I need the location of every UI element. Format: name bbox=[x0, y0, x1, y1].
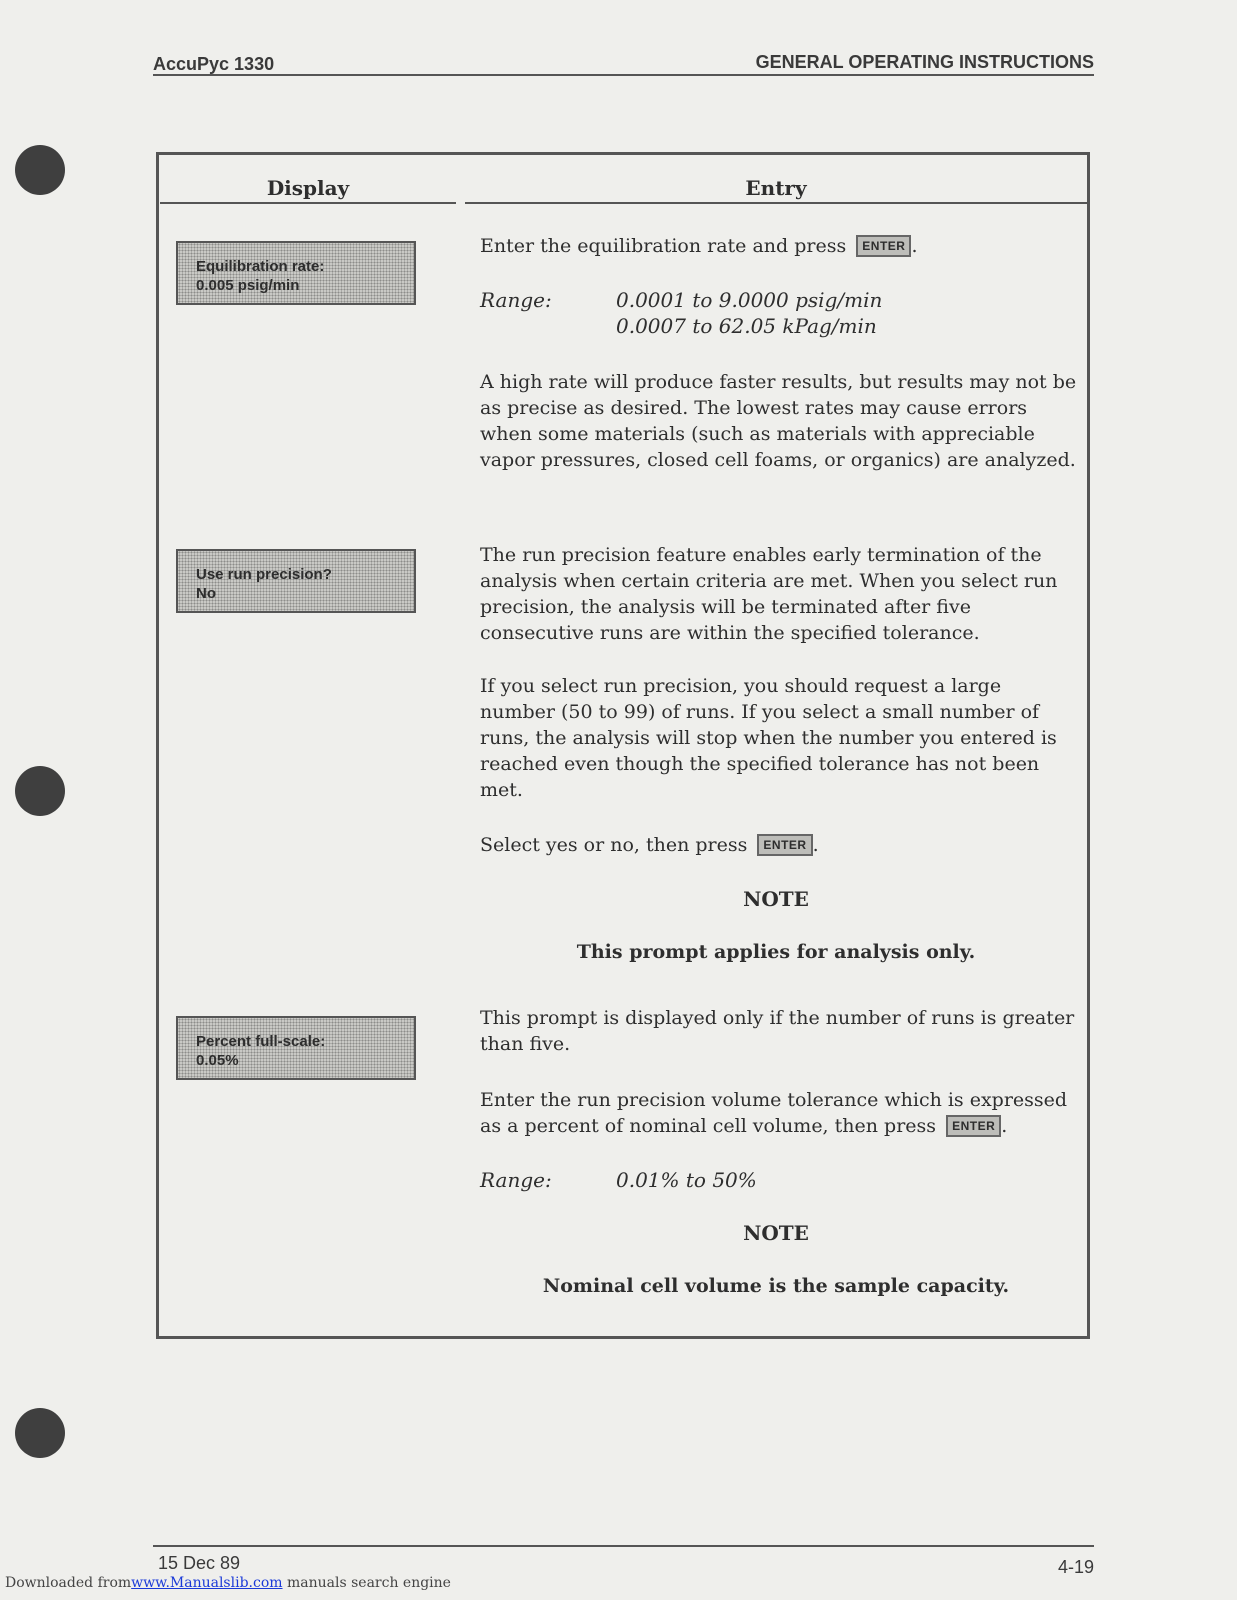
binder-hole-icon bbox=[15, 766, 65, 816]
entry-paragraph: If you select run precision, you should request a large number (50 to 99) of runs. If you select a small number of runs, the analysis will stop when the number you entered is reached even though the specified tolerance has not been met. bbox=[480, 675, 1057, 801]
range-value: 0.0001 to 9.0000 psig/min 0.0007 to 62.05 kPag/min bbox=[616, 288, 883, 338]
header-product: AccuPyc 1330 bbox=[153, 54, 275, 74]
header-section-title: GENERAL OPERATING INSTRUCTIONS bbox=[755, 52, 1094, 72]
note-text: This prompt applies for analysis only. bbox=[576, 941, 976, 963]
binder-hole-icon bbox=[15, 1408, 65, 1458]
range-value: 0.01% to 50% bbox=[616, 1168, 757, 1192]
display-column-heading: Display bbox=[266, 176, 350, 200]
note-text: Nominal cell volume is the sample capacity. bbox=[542, 1275, 1010, 1297]
lcd-line: 0.005 psig/min bbox=[196, 277, 300, 294]
note-heading: NOTE bbox=[743, 1221, 809, 1245]
range-label: Range: bbox=[480, 288, 552, 312]
lcd-display-percent-full-scale bbox=[176, 1016, 416, 1080]
entry-paragraph: Enter the equilibration rate and press ENTER . bbox=[480, 235, 918, 257]
header-rule bbox=[153, 74, 1094, 76]
lcd-line: No bbox=[196, 585, 216, 602]
lcd-line: Percent full-scale: bbox=[196, 1033, 326, 1050]
entry-paragraph: A high rate will produce faster results, but results may not be as precise as desired. The lowest rates may cause errors when some materials (such as materials with appreciable vapor pressures, closed cell foams, or organics) are analyzed. bbox=[480, 371, 1077, 471]
range-label: Range: bbox=[480, 1168, 552, 1192]
lcd-line: Use run precision? bbox=[196, 566, 332, 583]
enter-key-icon: ENTER bbox=[946, 1115, 1001, 1137]
display-heading-rule bbox=[160, 202, 456, 204]
lcd-display-equilibration-rate bbox=[176, 241, 416, 305]
note-heading: NOTE bbox=[743, 887, 809, 911]
entry-paragraph: The run precision feature enables early termination of the analysis when certain criteria are met. When you select run precision, the analysis will be terminated after five consecutive runs are within the specified tolerance. bbox=[480, 544, 1058, 644]
footer-rule bbox=[153, 1545, 1094, 1547]
entry-heading-rule bbox=[465, 202, 1087, 204]
lcd-line: 0.05% bbox=[196, 1052, 239, 1069]
entry-paragraph: This prompt is displayed only if the number of runs is greater than five. bbox=[480, 1007, 1075, 1055]
enter-key-icon: ENTER bbox=[856, 235, 911, 257]
binder-hole-icon bbox=[15, 145, 65, 195]
page-number: 4-19 bbox=[1057, 1557, 1094, 1577]
entry-paragraph: Select yes or no, then press ENTER . bbox=[480, 834, 819, 856]
entry-paragraph: Enter the run precision volume tolerance which is expressed as a percent of nominal cell volume, then press ENTER . bbox=[480, 1089, 1068, 1137]
download-notice: Downloaded fromwww.Manualslib.com manuals search engine bbox=[5, 1575, 451, 1591]
manualslib-link[interactable]: www.Manualslib.com bbox=[131, 1575, 283, 1591]
footer-date: 15 Dec 89 bbox=[158, 1553, 241, 1573]
lcd-line: Equilibration rate: bbox=[196, 258, 325, 275]
entry-column-heading: Entry bbox=[745, 176, 807, 200]
enter-key-icon: ENTER bbox=[757, 834, 812, 856]
lcd-display-run-precision bbox=[176, 549, 416, 613]
